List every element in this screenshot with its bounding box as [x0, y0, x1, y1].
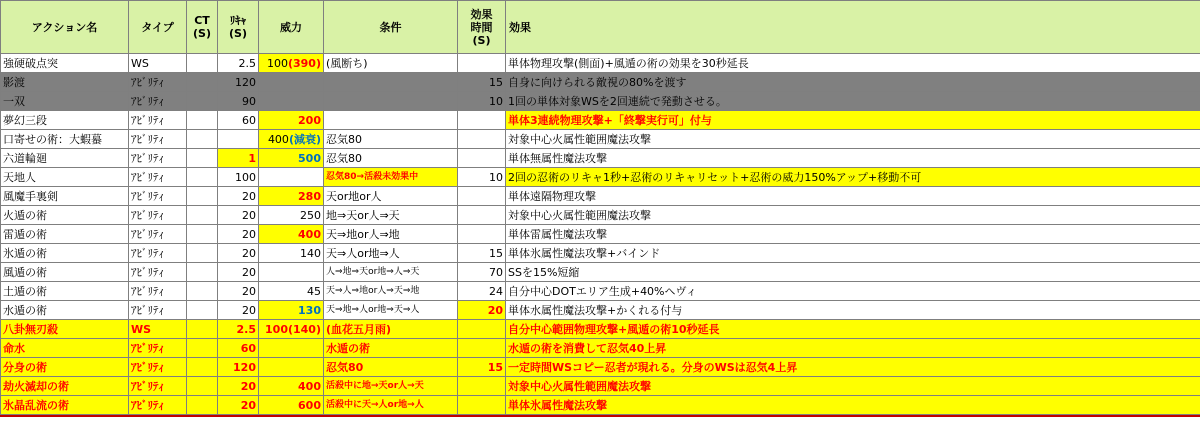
cell-effect: 単体雷属性魔法攻撃 [506, 225, 1200, 244]
cell-cond: 忍気80 [324, 358, 458, 377]
cell-ct [187, 168, 218, 187]
table-row [1, 225, 1200, 244]
cell-type: ｱﾋﾞﾘﾃｨ [129, 187, 187, 206]
table-row [1, 244, 1200, 263]
cell-cond: 天⇒地or人⇒地 [324, 225, 458, 244]
cell-ct [187, 244, 218, 263]
header-dur: 効果 時間 (S) [458, 1, 506, 54]
cell-power [259, 130, 324, 149]
cell-name: 風遁の術 [1, 263, 129, 282]
cell-ct [187, 358, 218, 377]
cell-effect: 単体水属性魔法攻撃+かくれる付与 [506, 301, 1200, 320]
cell-cond [324, 73, 458, 92]
cell-name: 氷遁の術 [1, 244, 129, 263]
cell-power: 100(140) [259, 320, 324, 339]
cell-name: 六道輪廻 [1, 149, 129, 168]
cell-dur [458, 149, 506, 168]
table-row [1, 358, 1200, 377]
cell-effect: 2回の忍術のリキャ1秒+忍術のリキャリセット+忍術の威力150%アップ+移動不可 [506, 168, 1200, 187]
cell-dur: 15 [458, 73, 506, 92]
table-row [1, 320, 1200, 339]
cell-recast [218, 130, 259, 149]
cell-power: 500 [259, 149, 324, 168]
cell-power [259, 263, 324, 282]
header-row [1, 1, 1200, 54]
table-row [1, 187, 1200, 206]
cell-ct [187, 320, 218, 339]
cell-cond: (風断ち) [324, 54, 458, 73]
cell-ct [187, 282, 218, 301]
cell-cond: 天⇒人or地⇒人 [324, 244, 458, 263]
cell-name: 天地人 [1, 168, 129, 187]
cell-name: 風魔手裏剣 [1, 187, 129, 206]
cell-ct [187, 396, 218, 415]
table-row [1, 130, 1200, 149]
cell-cond: 水遁の術 [324, 339, 458, 358]
cell-effect: 単体物理攻撃(側面)+風遁の術の効果を30秒延長 [506, 54, 1200, 73]
cell-recast: 2.5 [218, 54, 259, 73]
cell-cond: 人⇒地⇒天or地⇒人⇒天 [324, 263, 458, 282]
cell-type: ｱﾋﾞﾘﾃｨ [129, 111, 187, 130]
cell-ct [187, 206, 218, 225]
cell-type: ｱﾋﾞﾘﾃｨ [129, 339, 187, 358]
table-row [1, 168, 1200, 187]
cell-type: ｱﾋﾞﾘﾃｨ [129, 225, 187, 244]
cell-power: 140 [259, 244, 324, 263]
cell-ct [187, 92, 218, 111]
cell-recast: 20 [218, 377, 259, 396]
cell-power: 400 [259, 377, 324, 396]
power-extra: (減衰) [288, 132, 321, 146]
cell-recast: 60 [218, 111, 259, 130]
cell-name: 口寄せの術：大蝦蟇 [1, 130, 129, 149]
cell-type: ｱﾋﾞﾘﾃｨ [129, 263, 187, 282]
cell-power [259, 73, 324, 92]
cell-name: 命水 [1, 339, 129, 358]
table-row [1, 396, 1200, 415]
cell-effect: 単体3連続物理攻撃+「終撃実行可」付与 [506, 111, 1200, 130]
cell-type: ｱﾋﾞﾘﾃｨ [129, 301, 187, 320]
bottom-border [0, 415, 1200, 417]
cell-recast: 20 [218, 263, 259, 282]
cell-cond: 天⇒地⇒人or地⇒天⇒人 [324, 301, 458, 320]
cell-name: 夢幻三段 [1, 111, 129, 130]
table-row [1, 301, 1200, 320]
cell-recast: 100 [218, 168, 259, 187]
table-row [1, 73, 1200, 92]
cell-dur [458, 225, 506, 244]
cell-cond [324, 92, 458, 111]
cell-power [259, 54, 324, 73]
cell-type: ｱﾋﾞﾘﾃｨ [129, 92, 187, 111]
cell-name: 一双 [1, 92, 129, 111]
cell-name: 土遁の術 [1, 282, 129, 301]
cell-dur [458, 339, 506, 358]
cell-type: ｱﾋﾞﾘﾃｨ [129, 130, 187, 149]
power-value: 400 [267, 132, 289, 146]
cell-effect: 対象中心火属性範囲魔法攻撃 [506, 130, 1200, 149]
cell-type: WS [129, 54, 187, 73]
cell-effect: 対象中心火属性範囲魔法攻撃 [506, 377, 1200, 396]
cell-ct [187, 301, 218, 320]
cell-power [259, 339, 324, 358]
header-ct: CT (S) [187, 1, 218, 54]
cell-recast: 60 [218, 339, 259, 358]
cell-effect: 単体遠隔物理攻撃 [506, 187, 1200, 206]
cell-type: ｱﾋﾞﾘﾃｨ [129, 73, 187, 92]
cell-name: 火遁の術 [1, 206, 129, 225]
table-row [1, 339, 1200, 358]
cell-power: 130 [259, 301, 324, 320]
power-value: 100 [266, 56, 288, 70]
cell-cond: 忍気80 [324, 130, 458, 149]
cell-effect: 単体氷属性魔法攻撃 [506, 396, 1200, 415]
cell-power: 400 [259, 225, 324, 244]
cell-dur: 15 [458, 244, 506, 263]
cell-cond: 天⇒人⇒地or人⇒天⇒地 [324, 282, 458, 301]
cell-type: ｱﾋﾞﾘﾃｨ [129, 282, 187, 301]
cell-name: 劫火滅却の術 [1, 377, 129, 396]
cell-type: ｱﾋﾞﾘﾃｨ [129, 206, 187, 225]
cell-type: ｱﾋﾞﾘﾃｨ [129, 149, 187, 168]
table-row [1, 263, 1200, 282]
cell-name: 水遁の術 [1, 301, 129, 320]
cell-cond: 地⇒天or人⇒天 [324, 206, 458, 225]
cell-power: 250 [259, 206, 324, 225]
table-row [1, 282, 1200, 301]
cell-type: ｱﾋﾞﾘﾃｨ [129, 396, 187, 415]
cell-dur [458, 206, 506, 225]
cell-recast: 120 [218, 73, 259, 92]
cell-dur: 70 [458, 263, 506, 282]
cell-name: 影渡 [1, 73, 129, 92]
cell-power [259, 92, 324, 111]
cell-power [259, 358, 324, 377]
cell-type: WS [129, 320, 187, 339]
cell-ct [187, 130, 218, 149]
cell-type: ｱﾋﾞﾘﾃｨ [129, 377, 187, 396]
cell-recast: 120 [218, 358, 259, 377]
cell-effect: 自分中心範囲物理攻撃+風遁の術10秒延長 [506, 320, 1200, 339]
cell-name: 雷遁の術 [1, 225, 129, 244]
cell-power: 280 [259, 187, 324, 206]
cell-name: 氷晶乱流の術 [1, 396, 129, 415]
cell-effect: 1回の単体対象WSを2回連続で発動させる。 [506, 92, 1200, 111]
cell-type: ｱﾋﾞﾘﾃｨ [129, 244, 187, 263]
cell-dur: 10 [458, 92, 506, 111]
cell-recast: 20 [218, 206, 259, 225]
cell-name: 分身の術 [1, 358, 129, 377]
cell-dur: 15 [458, 358, 506, 377]
header-name: アクション名 [1, 1, 129, 54]
cell-recast: 20 [218, 244, 259, 263]
cell-recast: 20 [218, 282, 259, 301]
cell-dur: 24 [458, 282, 506, 301]
cell-dur [458, 377, 506, 396]
cell-dur: 20 [458, 301, 506, 320]
cell-effect: 水遁の術を消費して忍気40上昇 [506, 339, 1200, 358]
cell-effect: SSを15%短縮 [506, 263, 1200, 282]
power-extra: (390) [287, 56, 321, 70]
header-type: タイプ [129, 1, 187, 54]
header-cond: 条件 [324, 1, 458, 54]
cell-ct [187, 54, 218, 73]
cell-effect: 自分中心DOTエリア生成+40%ヘヴィ [506, 282, 1200, 301]
cell-type: ｱﾋﾞﾘﾃｨ [129, 358, 187, 377]
cell-ct [187, 225, 218, 244]
cell-ct [187, 187, 218, 206]
cell-dur [458, 396, 506, 415]
cell-cond: 活殺中に天→人or地→人 [324, 396, 458, 415]
cell-dur [458, 320, 506, 339]
cell-cond: 天or地or人 [324, 187, 458, 206]
cell-effect: 単体氷属性魔法攻撃+バインド [506, 244, 1200, 263]
cell-power [259, 168, 324, 187]
cell-cond [324, 111, 458, 130]
table-row [1, 54, 1200, 73]
cell-recast: 20 [218, 396, 259, 415]
cell-ct [187, 377, 218, 396]
cell-type: ｱﾋﾞﾘﾃｨ [129, 168, 187, 187]
cell-power: 600 [259, 396, 324, 415]
cell-dur: 10 [458, 168, 506, 187]
cell-dur [458, 130, 506, 149]
cell-ct [187, 339, 218, 358]
cell-cond: 活殺中に地→天or人→天 [324, 377, 458, 396]
cell-name: 八卦無刃殺 [1, 320, 129, 339]
cell-recast: 90 [218, 92, 259, 111]
cell-effect: 自身に向けられる敵視の80%を渡す [506, 73, 1200, 92]
cell-recast: 1 [218, 149, 259, 168]
header-power: 威力 [259, 1, 324, 54]
cell-recast: 20 [218, 225, 259, 244]
cell-ct [187, 263, 218, 282]
cell-ct [187, 111, 218, 130]
table-row [1, 111, 1200, 130]
cell-cond: 忍気80→活殺未効果中 [324, 168, 458, 187]
cell-power: 200 [259, 111, 324, 130]
cell-dur [458, 111, 506, 130]
table-row [1, 149, 1200, 168]
cell-cond: (血花五月雨) [324, 320, 458, 339]
cell-recast: 20 [218, 187, 259, 206]
cell-ct [187, 149, 218, 168]
cell-dur [458, 187, 506, 206]
cell-effect: 対象中心火属性範囲魔法攻撃 [506, 206, 1200, 225]
cell-ct [187, 73, 218, 92]
cell-effect: 一定時間WSコピー忍者が現れる。分身のWSは忍気4上昇 [506, 358, 1200, 377]
table-row [1, 92, 1200, 111]
cell-dur [458, 54, 506, 73]
cell-cond: 忍気80 [324, 149, 458, 168]
cell-name: 強硬破点突 [1, 54, 129, 73]
cell-recast: 20 [218, 301, 259, 320]
header-effect: 効果 [506, 1, 1200, 54]
header-recast: ﾘｷｬ (S) [218, 1, 259, 54]
table-row [1, 206, 1200, 225]
cell-effect: 単体無属性魔法攻撃 [506, 149, 1200, 168]
table-row [1, 377, 1200, 396]
cell-recast: 2.5 [218, 320, 259, 339]
cell-power: 45 [259, 282, 324, 301]
